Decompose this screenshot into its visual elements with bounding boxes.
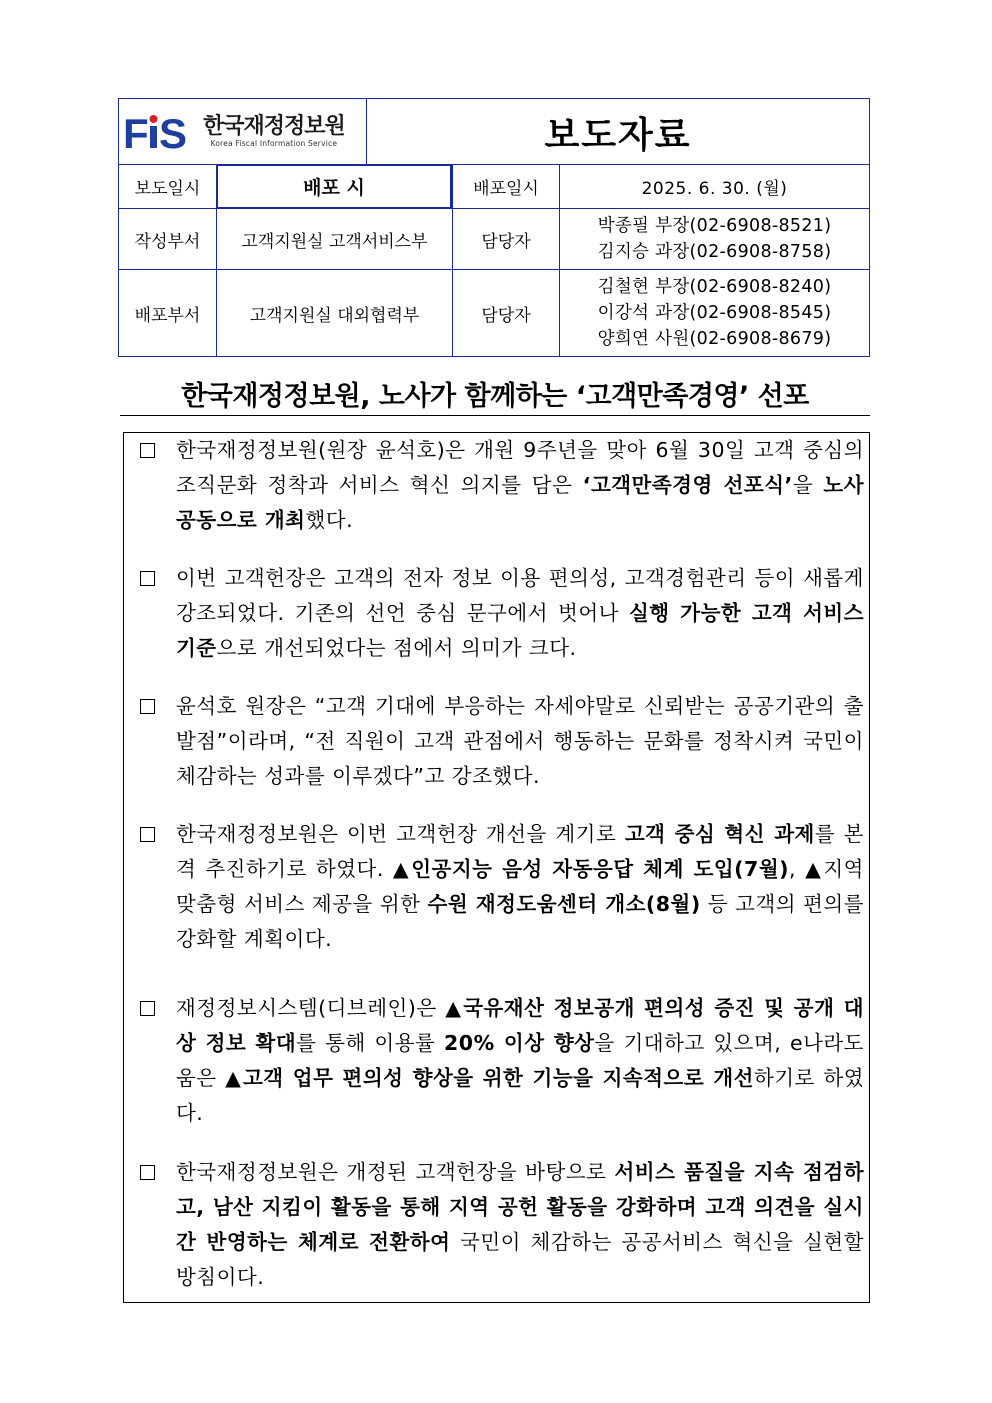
distribution-date-value: 2025. 6. 30. (월): [641, 179, 788, 199]
text-run: 를 본격 추진하기로 하였다.: [176, 822, 864, 881]
bold-run: ▲국유재산 정보공개 편의성 증진 및 공개 대상 정보 확대: [176, 996, 864, 1055]
contact-1-2: 김지승 과장(02-6908-8758): [597, 242, 832, 262]
bold-run: ‘고객만족경영 선포식’: [582, 473, 793, 497]
text-run: 하기로 하였다.: [176, 1066, 865, 1125]
paragraph-text: [176, 689, 864, 794]
org-logo: [119, 99, 367, 165]
bold-run: 고객 중심 혁신 과제: [624, 822, 815, 846]
text-run: 한국재정정보원은 개정된 고객헌장을 바탕으로: [176, 1160, 615, 1184]
header-table: [118, 98, 870, 357]
contact-1-1: 박종필 부장(02-6908-8521): [597, 216, 832, 236]
contact-label-1: 담당자: [481, 231, 531, 252]
svg-text:F: F: [123, 110, 147, 154]
document-type-title: 보도자료: [544, 114, 692, 156]
org-name-en: Korea Fiscal Information Service: [210, 139, 338, 148]
paragraph-text: [176, 561, 864, 666]
contact-2-2: 이강석 과장(02-6908-8545): [597, 303, 832, 323]
paragraph-text: [176, 991, 864, 1131]
paragraph-text: [176, 1155, 864, 1295]
contact-label-2: 담당자: [481, 305, 531, 326]
paragraph-text: [176, 433, 864, 538]
paragraph-text: [176, 817, 864, 957]
dist-dept-label: 배포부서: [134, 305, 201, 326]
bold-run: ▲인공지능 음성 자동응답 체계 도입(7월): [392, 857, 789, 881]
distribution-date-label: 배포일시: [473, 179, 539, 199]
paragraph-3: [136, 689, 864, 794]
checkbox-bullet-icon: [140, 1001, 155, 1016]
paragraph-4: [136, 817, 864, 957]
checkbox-bullet-icon: [140, 443, 155, 458]
text-run: 했다.: [305, 508, 354, 532]
paragraph-5: [136, 991, 864, 1131]
text-run: 를 통해 이용률: [296, 1031, 445, 1055]
bold-run: 노사 공동으로 개최: [176, 473, 864, 532]
paragraph-6: [136, 1155, 864, 1295]
text-run: 한국재정정보원은 이번 고객헌장 개선을 계기로: [176, 822, 625, 846]
bold-run: 20% 이상 향상: [444, 1031, 595, 1055]
org-name-kr: 한국재정정보원: [203, 114, 345, 139]
body-box: [123, 432, 870, 1303]
text-run: 등 고객의 편의를 강화할 계획이다.: [176, 892, 865, 951]
contacts-2: [560, 270, 869, 356]
release-label: 보도일시: [134, 179, 201, 199]
release-value: 배포 시: [216, 164, 452, 209]
svg-text:S: S: [159, 110, 188, 154]
bold-run: 수원 재정도움센터 개소(8월): [427, 892, 701, 916]
text-run: 을: [792, 473, 824, 497]
author-dept-label: 작성부서: [134, 231, 201, 252]
text-run: 이번 고객헌장은 고객의 전자 정보 이용 편의성, 고객경험관리 등이 새롭게 강조되었다. 기존의 선언 중심 문구에서 벗어나: [176, 566, 864, 625]
contact-2-3: 양희연 사원(02-6908-8679): [597, 329, 832, 349]
text-run: 을 기대하고 있으며, e나라도움은: [176, 1031, 864, 1090]
checkbox-bullet-icon: [140, 571, 155, 586]
headline: 한국재정정보원, 노사가 함께하는 ‘고객만족경영’ 선포: [181, 381, 809, 412]
contact-2-1: 김철현 부장(02-6908-8240): [597, 277, 832, 297]
bold-run: 실행 가능한 고객 서비스 기준: [176, 601, 864, 660]
author-dept-value: 고객지원실 고객서비스부: [241, 231, 428, 252]
paragraph-2: [136, 561, 864, 666]
text-run: 재정정보시스템(디브레인)은: [176, 996, 446, 1020]
paragraph-1: [136, 433, 864, 538]
text-run: 윤석호 원장은 “고객 기대에 부응하는 자세야말로 신뢰받는 공공기관의 출발점”이라며, “전 직원이 고객 관점에서 행동하는 문화를 정착시켜 국민이 체감하는 성과를 이루겠다”고 강조했다.: [176, 694, 864, 788]
text-run: 한국재정정보원(원장 윤석호)은 개원 9주년을 맞아 6월 30일 고객 중심의 조직문화 정착과 서비스 혁신 의지를 담은: [176, 438, 864, 497]
bold-run: 서비스 품질을 지속 점검하고, 남산 지킴이 활동을 통해 지역 공헌 활동을 강화하며 고객 의견을 실시간 반영하는 체계로 전환하여: [176, 1160, 864, 1254]
text-run: 국민이 체감하는 공공서비스 혁신을 실현할 방침이다.: [176, 1230, 864, 1289]
bold-run: ▲고객 업무 편의성 향상을 위한 기능을 지속적으로 개선: [225, 1066, 754, 1090]
headline-divider: [120, 415, 870, 416]
checkbox-bullet-icon: [140, 827, 155, 842]
fis-logo-icon: [123, 110, 195, 154]
contacts-1: [560, 209, 869, 269]
text-run: 으로 개선되었다는 점에서 의미가 크다.: [216, 636, 577, 660]
checkbox-bullet-icon: [140, 699, 155, 714]
text-run: , ▲지역 맞춤형 서비스 제공을 위한: [176, 857, 864, 916]
checkbox-bullet-icon: [140, 1165, 155, 1180]
dist-dept-value: 고객지원실 대외협력부: [249, 305, 420, 326]
